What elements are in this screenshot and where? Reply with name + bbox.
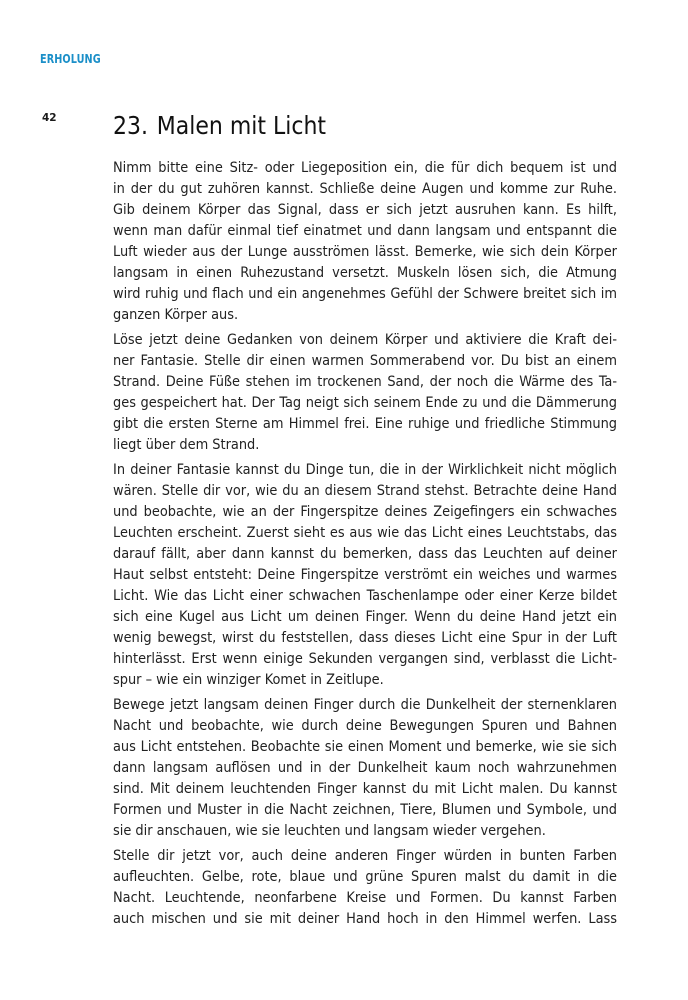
text-line: darauf fällt, aber dann kannst du bemerken, dass das Leuchten auf deiner (113, 546, 617, 562)
chapter-title-text: Malen mit Licht (156, 111, 327, 140)
text-line: aufleuchten. Gelbe, rote, blaue und grüne Spuren malst du damit in die (113, 869, 617, 885)
text-line: aus Licht entstehen. Beobachte sie einen Moment und bemerke, wie sie sich (113, 739, 617, 755)
text-line: wird ruhig und flach und ein angenehmes Gefühl der Schwere breitet sich im (113, 286, 617, 302)
text-line: Löse jetzt deine Gedanken von deinem Körper und aktiviere die Kraft dei- (113, 332, 617, 348)
text-line: gibt die ersten Sterne am Himmel frei. Eine ruhige und friedliche Stimmung (113, 416, 617, 432)
text-line: langsam in einen Ruhezustand versetzt. Muskeln lösen sich, die Atmung (113, 265, 617, 281)
text-line: liegt über dem Strand. (113, 437, 260, 453)
paragraph (113, 695, 617, 842)
text-line: Luft wieder aus der Lunge ausströmen lässt. Bemerke, wie sich dein Körper (113, 244, 617, 260)
text-line: in der du gut zuhören kannst. Schließe deine Augen und komme zur Ruhe. (113, 181, 617, 197)
text-line: auch mischen und sie mit deiner Hand hoch in den Himmel werfen. Lass (113, 911, 617, 927)
text-line: Nimm bitte eine Sitz- oder Liegeposition ein, die für dich bequem ist und (113, 160, 617, 176)
text-line: ganzen Körper aus. (113, 307, 239, 323)
text-line: wären. Stelle dir vor, wie du an diesem Strand stehst. Betrachte deine Hand (113, 483, 617, 499)
paragraph (113, 846, 617, 930)
text-line: Strand. Deine Füße stehen im trockenen Sand, der noch die Wärme des Ta- (113, 374, 617, 390)
section-label: ERHOLUNG (40, 51, 101, 66)
text-line: Haut selbst entsteht: Deine Fingerspitze verströmt ein weiches und warmes (113, 567, 617, 583)
text-line: Nacht. Leuchtende, neonfarbene Kreise und Formen. Du kannst Farben (113, 890, 617, 906)
text-line: hinterlässt. Erst wenn einige Sekunden vergangen sind, verblasst die Licht- (113, 651, 617, 667)
text-line: und beobachte, wie an der Fingerspitze deines Zeigefingers ein schwaches (113, 504, 617, 520)
text-line: sie dir anschauen, wie sie leuchten und langsam wieder vergehen. (113, 823, 546, 839)
paragraph (113, 460, 617, 691)
text-line: In deiner Fantasie kannst du Dinge tun, die in der Wirklichkeit nicht möglich (113, 462, 617, 478)
chapter-title (113, 111, 326, 140)
body-text (113, 158, 617, 934)
text-line: Gib deinem Körper das Signal, dass er sich jetzt ausruhen kann. Es hilft, (113, 202, 617, 218)
text-line: ner Fantasie. Stelle dir einen warmen Sommerabend vor. Du bist an einem (113, 353, 617, 369)
text-line: wenn man dafür einmal tief einatmet und dann langsam und entspannt die (113, 223, 617, 239)
paragraph (113, 158, 617, 326)
text-line: Leuchten erscheint. Zuerst sieht es aus wie das Licht eines Leuchtstabs, das (113, 525, 617, 541)
text-line: sind. Mit deinem leuchtenden Finger kannst du mit Licht malen. Du kannst (113, 781, 617, 797)
text-line: spur – wie ein winziger Komet in Zeitlupe. (113, 672, 384, 688)
text-line: ges gespeichert hat. Der Tag neigt sich seinem Ende zu und die Dämmerung (113, 395, 617, 411)
text-line: Licht. Wie das Licht einer schwachen Taschenlampe oder einer Kerze bildet (113, 588, 617, 604)
text-line: Bewege jetzt langsam deinen Finger durch die Dunkelheit der sternenklaren (113, 697, 617, 713)
text-line: Stelle dir jetzt vor, auch deine anderen Finger würden in bunten Farben (113, 848, 617, 864)
text-line: dann langsam auflösen und in der Dunkelheit kaum noch wahrzunehmen (113, 760, 617, 776)
text-line: Nacht und beobachte, wie durch deine Bewegungen Spuren und Bahnen (113, 718, 617, 734)
text-line: sich eine Kugel aus Licht um deinen Finger. Wenn du deine Hand jetzt ein (113, 609, 617, 625)
paragraph (113, 330, 617, 456)
page-number: 42 (42, 112, 57, 124)
chapter-number: 23. (113, 111, 148, 140)
text-line: Formen und Muster in die Nacht zeichnen, Tiere, Blumen und Symbole, und (113, 802, 617, 818)
text-line: wenig bewegst, wirst du feststellen, dass dieses Licht eine Spur in der Luft (113, 630, 617, 646)
